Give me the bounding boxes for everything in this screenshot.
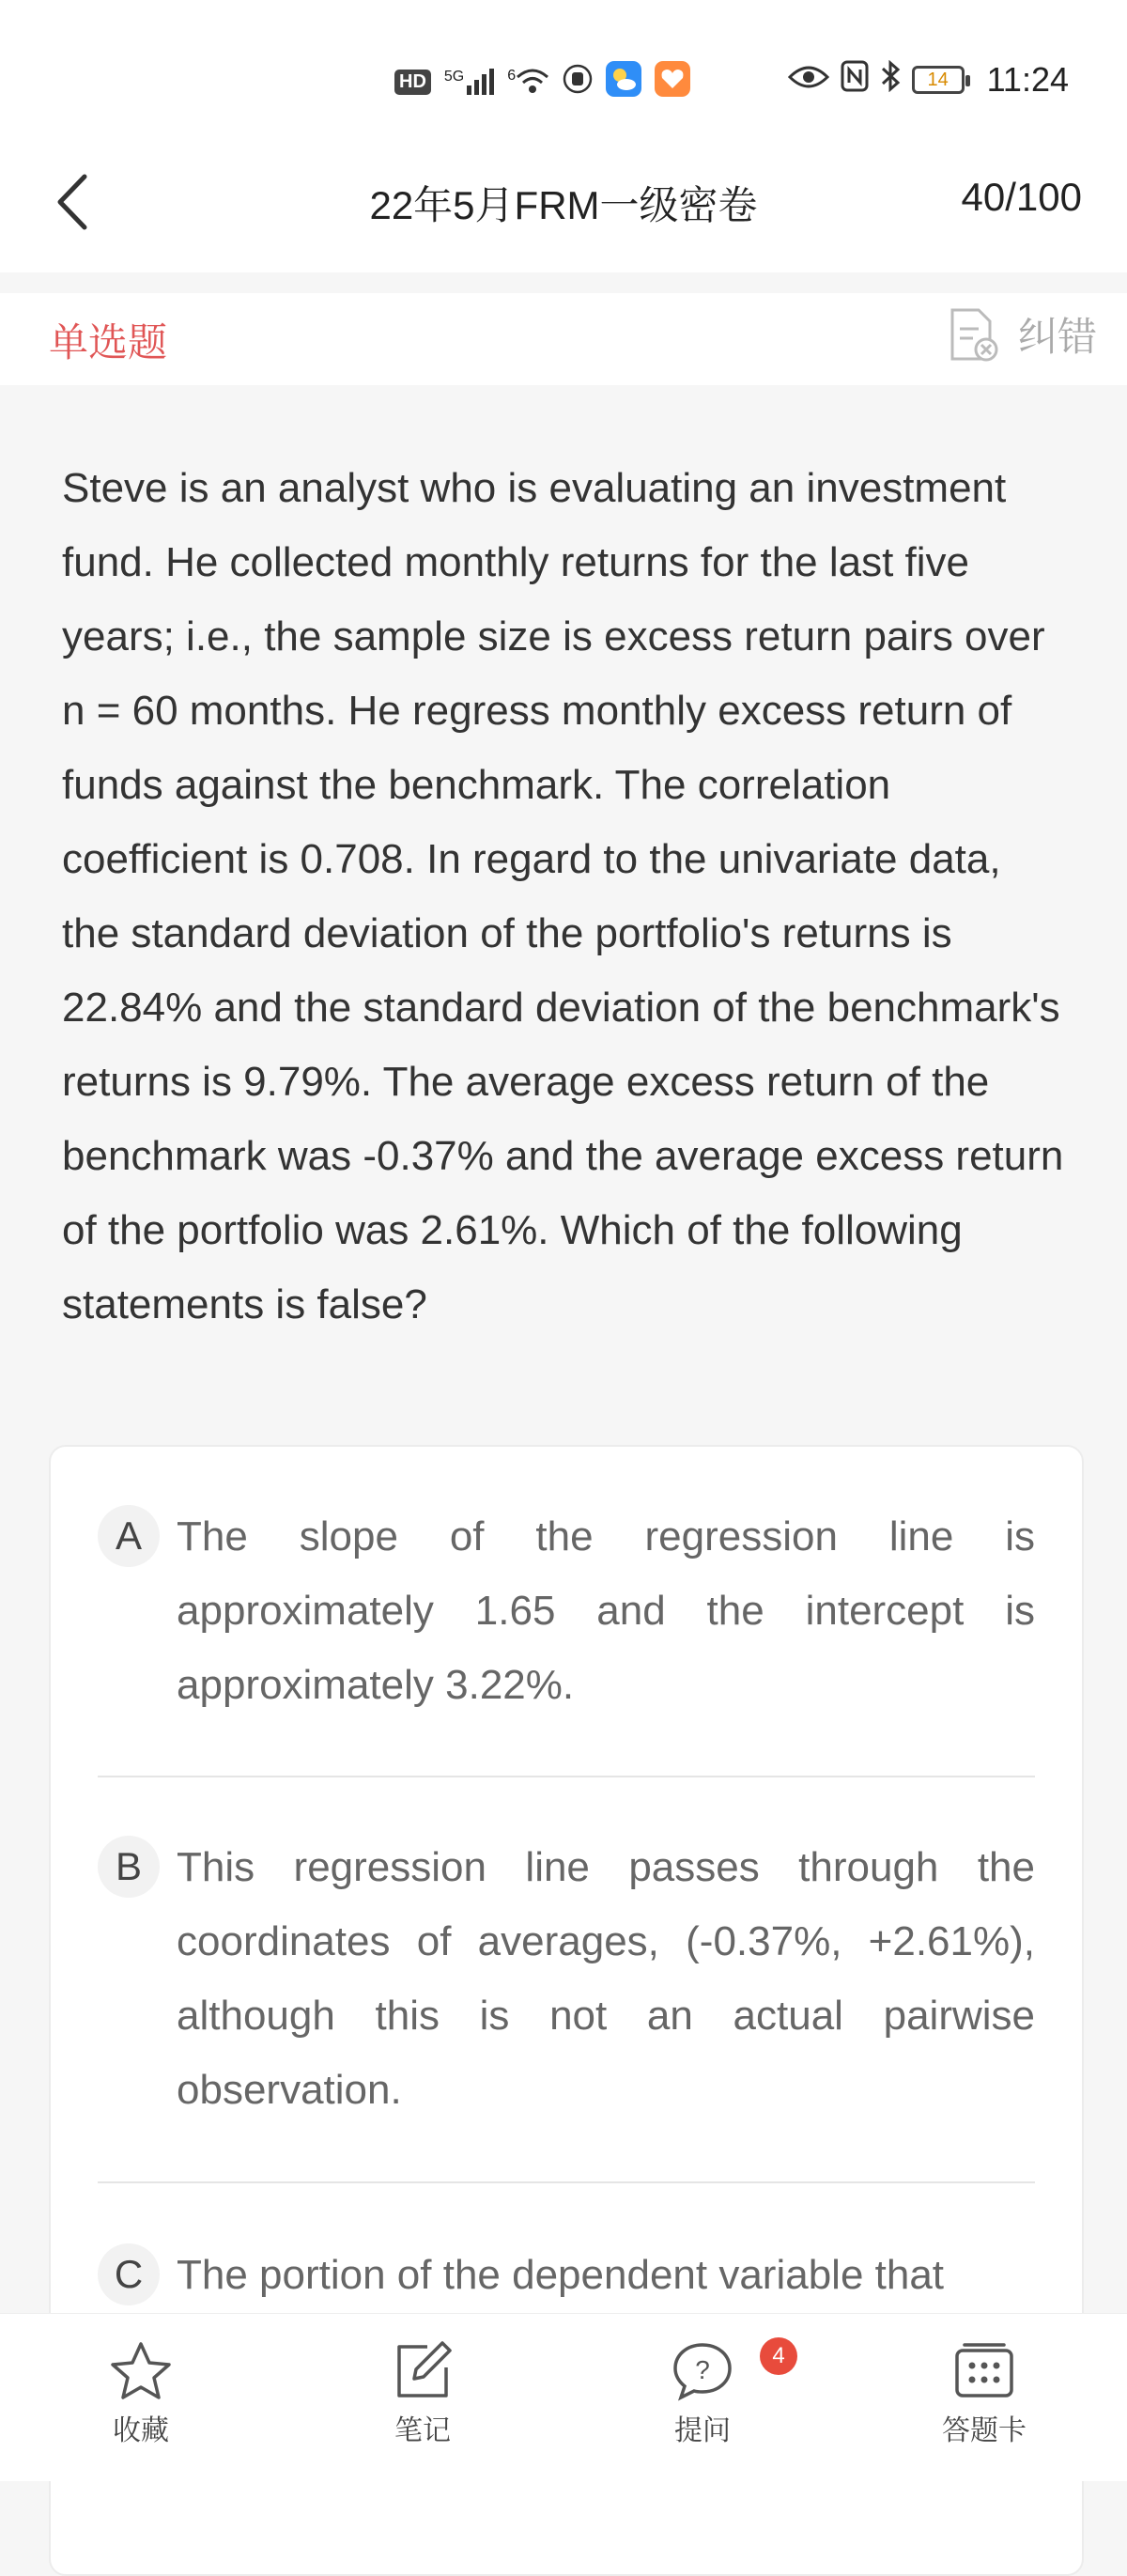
eye-icon bbox=[788, 60, 829, 100]
status-right bbox=[788, 56, 1069, 103]
hand-icon bbox=[563, 64, 593, 101]
nfc-icon bbox=[841, 60, 869, 101]
bluetooth-icon bbox=[880, 60, 901, 101]
tab-favorite[interactable] bbox=[66, 2339, 216, 2448]
report-error-icon bbox=[947, 306, 1001, 363]
notification-badge: 4 bbox=[760, 2337, 797, 2375]
tab-label: 答题卡 bbox=[942, 2415, 1027, 2446]
question-progress: 40/100 bbox=[961, 175, 1082, 219]
svg-text:?: ? bbox=[695, 2355, 710, 2384]
hd-indicator: HD bbox=[394, 70, 431, 95]
tab-notes[interactable] bbox=[347, 2339, 498, 2448]
question-bubble-wrapper bbox=[670, 2339, 785, 2401]
option-letter: B bbox=[98, 1836, 160, 1898]
option-letter: A bbox=[98, 1505, 160, 1567]
question-type-label: 单选题 bbox=[49, 320, 168, 365]
option-text: This regression line passes through the coordinates of averages, (-0.37%, +2.61%), although this is not an actual pairwise observation. bbox=[177, 1844, 1035, 2113]
report-error-button[interactable] bbox=[947, 306, 1097, 363]
status-icons bbox=[394, 58, 690, 105]
health-app-icon bbox=[655, 61, 690, 103]
report-error-label: 纠错 bbox=[1017, 315, 1097, 359]
option-text: The portion of the dependent variable that bbox=[177, 2252, 945, 2298]
option-divider bbox=[98, 1776, 1035, 1777]
option-c[interactable] bbox=[98, 2238, 1035, 2312]
tab-label: 收藏 bbox=[113, 2415, 169, 2446]
option-divider bbox=[98, 2181, 1035, 2183]
wifi-icon: 6 bbox=[507, 68, 549, 96]
edit-note-icon bbox=[390, 2339, 455, 2401]
option-b[interactable] bbox=[98, 1830, 1035, 2127]
page-title: 22年5月FRM一级密卷 bbox=[369, 183, 758, 227]
clock: 11:24 bbox=[986, 60, 1069, 99]
weather-app-icon bbox=[606, 61, 641, 103]
star-icon bbox=[108, 2339, 174, 2401]
option-text: The slope of the regression line is approximately 1.65 and the intercept is approximately 3.22%. bbox=[177, 1513, 1035, 1708]
option-a[interactable] bbox=[98, 1499, 1035, 1722]
question-text: Steve is an analyst who is evaluating an investment fund. He collected monthly returns for the last five years; i.e., the sample size is excess return pairs over n = 60 months. He regress monthly excess return of funds against the benchmark. The correlation coefficient is 0.708. In regard to the univariate data, the standard deviation of the portfolio's returns is 22.84% and the standard deviation of the benchmark's returns is 9.79%. The average excess return of the benchmark was -0.37% and the average excess return of the portfolio was 2.61%. Which of the following statements is false? bbox=[62, 465, 1064, 1327]
signal-icon: 5G bbox=[444, 69, 494, 95]
option-letter: C bbox=[98, 2243, 160, 2305]
tab-ask[interactable] bbox=[627, 2339, 785, 2448]
tab-answer-card[interactable] bbox=[909, 2339, 1059, 2448]
tab-label: 提问 bbox=[674, 2415, 731, 2446]
answer-card-icon bbox=[951, 2339, 1017, 2401]
battery-icon: 14 bbox=[912, 66, 965, 94]
tab-label: 笔记 bbox=[394, 2415, 451, 2446]
question-bubble-icon bbox=[670, 2339, 735, 2401]
